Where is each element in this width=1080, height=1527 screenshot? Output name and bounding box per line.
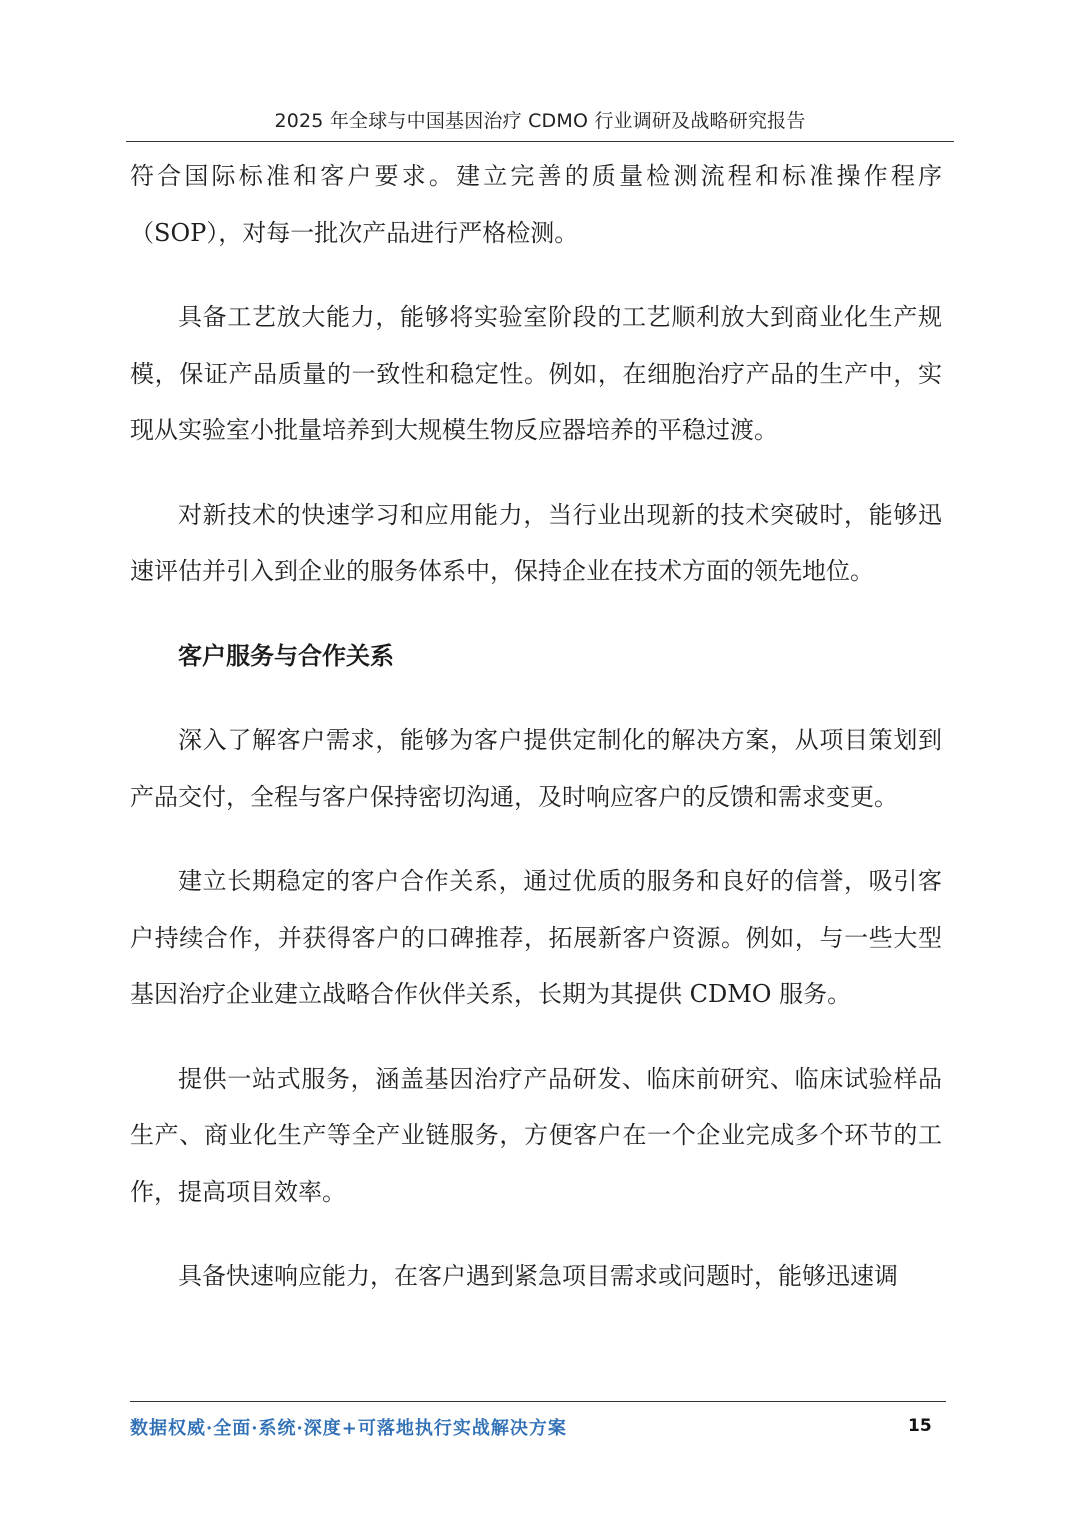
paragraph-rapid-response: 具备快速响应能力，在客户遇到紧急项目需求或问题时，能够迅速调 (178, 1262, 898, 1290)
header-divider (126, 141, 954, 142)
document-body (130, 148, 942, 1333)
paragraph-new-technology: 对新技术的快速学习和应用能力，当行业出现新的技术突破时，能够迅速评估并引入到企业的服务体系中，保持企业在技术方面的领先地位。 (130, 500, 942, 585)
paragraph-process-scaleup: 具备工艺放大能力，能够将实验室阶段的工艺顺利放大到商业化生产规模，保证产品质量的一致性和稳定性。例如，在细胞治疗产品的生产中，实现从实验室小批量培养到大规模生物反应器培养的平稳过渡。 (130, 303, 942, 444)
footer-divider (130, 1401, 946, 1402)
section-heading-customer-service: 客户服务与合作关系 (178, 641, 394, 670)
page-number: 15 (908, 1416, 932, 1436)
paragraph-one-stop-service: 提供一站式服务，涵盖基因治疗产品研发、临床前研究、临床试验样品生产、商业化生产等全产业链服务，方便客户在一个企业完成多个环节的工作，提高项目效率。 (130, 1064, 942, 1206)
footer-slogan: 数据权威·全面·系统·深度+可落地执行实战解决方案 (130, 1418, 567, 1439)
paragraph-quality-standards: 符合国际标准和客户要求。建立完善的质量检测流程和标准操作程序（SOP），对每一批次产品进行严格检测。 (130, 162, 942, 247)
paragraph-customer-needs: 深入了解客户需求，能够为客户提供定制化的解决方案，从项目策划到产品交付，全程与客户保持密切沟通，及时响应客户的反馈和需求变更。 (130, 726, 942, 811)
paragraph-long-term-partnership: 建立长期稳定的客户合作关系，通过优质的服务和良好的信誉，吸引客户持续合作，并获得客户的口碑推荐，拓展新客户资源。例如，与一些大型基因治疗企业建立战略合作伙伴关系，长期为其提供 CDMO 服务。 (130, 867, 942, 1008)
page-header-title: 2025 年全球与中国基因治疗 CDMO 行业调研及战略研究报告 (274, 110, 806, 132)
